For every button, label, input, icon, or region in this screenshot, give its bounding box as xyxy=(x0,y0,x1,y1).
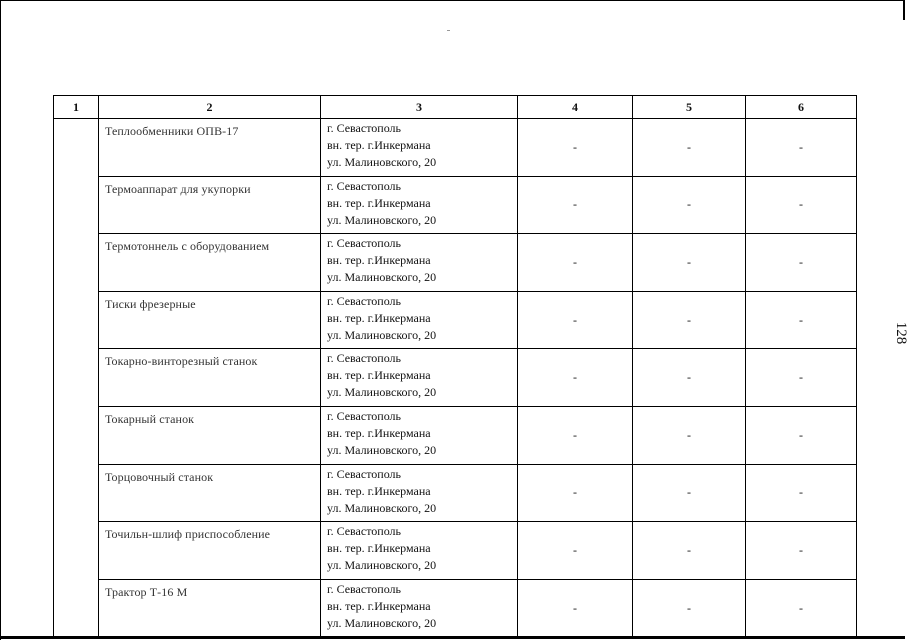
address-territory: вн. тер. г.Инкермана xyxy=(327,598,431,613)
table-header-row xyxy=(54,96,857,119)
address-street: ул. Малиновского, 20 xyxy=(327,558,437,573)
col-6-value: - xyxy=(746,406,857,464)
address-city: г. Севастополь xyxy=(327,351,402,366)
col-5-value: - xyxy=(633,349,746,407)
col-4-value: - xyxy=(518,406,633,464)
row-number-cell xyxy=(54,406,99,464)
equipment-name: Термоаппарат для укупорки xyxy=(99,176,321,234)
address-territory: вн. тер. г.Инкермана xyxy=(327,483,431,498)
col-4-value: - xyxy=(518,349,633,407)
row-number-cell xyxy=(54,464,99,522)
address-city: г. Севастополь xyxy=(327,236,402,251)
address-territory: вн. тер. г.Инкермана xyxy=(327,541,431,556)
row-number-cell xyxy=(54,579,99,637)
table-row xyxy=(54,119,857,177)
row-number-cell xyxy=(54,522,99,580)
address-street: ул. Малиновского, 20 xyxy=(327,155,437,169)
col-6-value: - xyxy=(746,579,857,637)
row-number-cell xyxy=(54,119,99,177)
header-col-4: 4 xyxy=(518,96,633,119)
table-row xyxy=(54,579,857,637)
col-5-value: - xyxy=(633,464,746,522)
col-5-value: - xyxy=(633,234,746,292)
header-col-3: 3 xyxy=(321,96,518,119)
equipment-name: Трактор Т-16 М xyxy=(99,579,321,637)
address-street: ул. Малиновского, 20 xyxy=(327,385,437,400)
equipment-address xyxy=(321,234,518,292)
col-4-value: - xyxy=(518,464,633,522)
address-street: ул. Малиновского, 20 xyxy=(327,615,437,630)
equipment-address xyxy=(321,406,518,464)
header-col-1: 1 xyxy=(54,96,99,119)
col-5-value: - xyxy=(633,119,746,177)
col-6-value: - xyxy=(746,291,857,349)
col-4-value: - xyxy=(518,234,633,292)
equipment-name: Точильн-шлиф приспособление xyxy=(99,522,321,580)
equipment-name: Токарно-винторезный станок xyxy=(99,349,321,407)
col-4-value: - xyxy=(518,579,633,637)
col-4-value: - xyxy=(518,291,633,349)
address-territory: вн. тер. г.Инкермана xyxy=(327,138,431,152)
address-street: ул. Малиновского, 20 xyxy=(327,442,437,457)
table-row xyxy=(54,234,857,292)
equipment-table xyxy=(53,95,857,637)
address-street: ул. Малиновского, 20 xyxy=(327,327,437,342)
address-city: г. Севастополь xyxy=(327,581,402,596)
col-5-value: - xyxy=(633,579,746,637)
address-territory: вн. тер. г.Инкермана xyxy=(327,195,431,210)
table-row xyxy=(54,176,857,234)
col-5-value: - xyxy=(633,406,746,464)
row-number-cell xyxy=(54,176,99,234)
col-6-value: - xyxy=(746,234,857,292)
address-street: ул. Малиновского, 20 xyxy=(327,212,437,227)
equipment-address xyxy=(321,579,518,637)
equipment-address xyxy=(321,464,518,522)
equipment-name: Тиски фрезерные xyxy=(99,291,321,349)
address-territory: вн. тер. г.Инкермана xyxy=(327,425,431,440)
equipment-name: Токарный станок xyxy=(99,406,321,464)
header-col-2: 2 xyxy=(99,96,321,119)
col-6-value: - xyxy=(746,464,857,522)
table-row xyxy=(54,464,857,522)
address-city: г. Севастополь xyxy=(327,178,402,193)
header-col-5: 5 xyxy=(633,96,746,119)
equipment-address xyxy=(321,291,518,349)
col-4-value: - xyxy=(518,176,633,234)
address-city: г. Севастополь xyxy=(327,524,402,539)
address-territory: вн. тер. г.Инкермана xyxy=(327,310,431,325)
address-street: ул. Малиновского, 20 xyxy=(327,270,437,285)
equipment-name: Теплообменники ОПВ-17 xyxy=(99,119,321,177)
equipment-name: Термотоннель с оборудованием xyxy=(99,234,321,292)
address-territory: вн. тер. г.Инкермана xyxy=(327,368,431,383)
equipment-address xyxy=(321,349,518,407)
col-4-value: - xyxy=(518,522,633,580)
col-6-value: - xyxy=(746,522,857,580)
address-city: г. Севастополь xyxy=(327,121,402,135)
col-5-value: - xyxy=(633,291,746,349)
col-6-value: - xyxy=(746,349,857,407)
col-6-value: - xyxy=(746,176,857,234)
row-number-cell xyxy=(54,349,99,407)
table-row xyxy=(54,291,857,349)
address-street: ул. Малиновского, 20 xyxy=(327,500,437,515)
table-row xyxy=(54,349,857,407)
address-territory: вн. тер. г.Инкермана xyxy=(327,253,431,268)
scan-speck xyxy=(447,30,450,31)
header-col-6: 6 xyxy=(746,96,857,119)
table-row xyxy=(54,522,857,580)
equipment-address xyxy=(321,176,518,234)
table-row xyxy=(54,406,857,464)
row-number-cell xyxy=(54,291,99,349)
col-5-value: - xyxy=(633,522,746,580)
page-number: 128 xyxy=(893,321,909,345)
address-city: г. Севастополь xyxy=(327,293,402,308)
equipment-address xyxy=(321,522,518,580)
equipment-name: Торцовочный станок xyxy=(99,464,321,522)
address-city: г. Севастополь xyxy=(327,466,402,481)
col-6-value: - xyxy=(746,119,857,177)
scan-border-top xyxy=(0,0,905,1)
address-city: г. Севастополь xyxy=(327,408,402,423)
row-number-cell xyxy=(54,234,99,292)
scan-border-left xyxy=(0,0,1,640)
col-5-value: - xyxy=(633,176,746,234)
scan-border-right xyxy=(903,0,905,20)
equipment-address xyxy=(321,119,518,177)
col-4-value: - xyxy=(518,119,633,177)
